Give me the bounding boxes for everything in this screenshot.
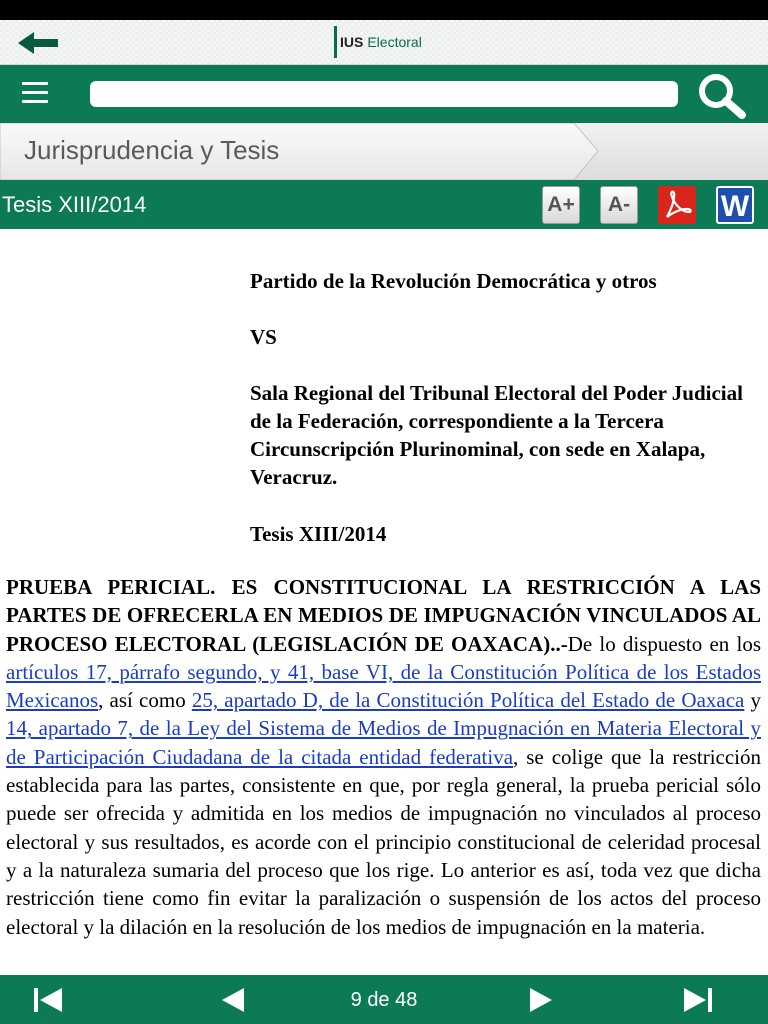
word-icon-label: W <box>720 190 750 222</box>
app-header <box>0 20 768 65</box>
last-page-icon <box>682 985 714 1015</box>
word-icon <box>718 188 752 222</box>
body-text-3: y <box>744 688 762 713</box>
logo-ius: IUS <box>340 34 364 50</box>
page-current: 9 <box>350 989 362 1011</box>
body-text-1: De lo dispuesto en los <box>567 631 761 656</box>
logo-bar <box>334 26 337 58</box>
font-increase-button[interactable]: A+ <box>542 186 580 224</box>
pager-bar <box>0 975 768 1024</box>
search-icon <box>694 71 750 119</box>
search-bar <box>0 65 768 123</box>
body-text-4: , se colige que la restricción establecida para las partes, consistente en que, por regla general, la prueba pericial sólo puede ser ofrecida y admitida en los medios de impugnación no vinculados al proceso electoral y sus resultados, es acorde con el principio constitucional de celeridad procesal y a la naturaleza sumaria del proceso que los rige. Lo anterior es así, toda vez que dicha restricción tiene como fin evitar la paralización o suspensión de los actos del proceso electoral y la dilación en la resolución de los medios de impugnación en la materia. <box>6 744 762 939</box>
pdf-button[interactable] <box>658 186 696 224</box>
link-ley-medios[interactable]: 14, apartado 7, de la Ley del Sistema de Medios de Impugnación en Materia Electoral y de Participación Ciudadana de la citada entidad federativa <box>6 716 761 769</box>
page-total: 48 <box>395 989 418 1011</box>
page-counter <box>0 989 768 1012</box>
back-button[interactable] <box>14 28 64 58</box>
status-bar <box>0 0 768 20</box>
link-constitucion-oaxaca[interactable]: 25, apartado D, de la Constitución Política del Estado de Oaxaca <box>191 688 745 713</box>
search-button[interactable] <box>694 71 750 119</box>
pdf-icon <box>658 186 696 224</box>
next-page-icon <box>526 985 558 1015</box>
tesis-label: Tesis XIII/2014 <box>2 192 147 217</box>
font-decrease-button[interactable]: A- <box>600 186 638 224</box>
tesis-id: Tesis XIII/2014 <box>250 522 387 546</box>
page-separator: de <box>367 989 390 1011</box>
menu-icon[interactable] <box>22 82 48 106</box>
word-button[interactable] <box>716 186 754 224</box>
search-input[interactable] <box>90 81 678 107</box>
next-page-button[interactable] <box>526 985 558 1015</box>
app-logo <box>334 26 422 58</box>
section-title: Jurisprudencia y Tesis <box>24 135 280 165</box>
document-content[interactable] <box>0 229 768 975</box>
party-line-1: Partido de la Revolución Democrática y otros <box>250 269 657 293</box>
document-toolbar <box>0 180 768 229</box>
party-vs: VS <box>250 325 277 349</box>
link-constitucion-federal[interactable]: artículos 17, párrafo segundo, y 41, base VI, de la Constitución Política de los Estados Mexicanos <box>6 659 761 713</box>
logo-electoral: Electoral <box>367 34 422 50</box>
body-text-2: , así como <box>98 688 192 713</box>
tesis-body <box>6 573 761 941</box>
last-page-button[interactable] <box>682 985 714 1015</box>
party-line-2: Sala Regional del Tribunal Electoral del Poder Judicial de la Federación, correspondiente a la Tercera Circunscripción Plurinominal, con sede en Xalapa, Veracruz. <box>250 381 743 489</box>
section-band <box>0 123 768 180</box>
tesis-heading: PRUEBA PERICIAL. ES CONSTITUCIONAL LA RESTRICCIÓN A LAS PARTES DE OFRECERLA EN MEDIOS DE IMPUGNACIÓN VINCULADOS AL PROCESO ELECTORAL (LEGISLACIÓN DE OAXACA)..- <box>6 575 761 656</box>
back-arrow-icon <box>14 28 64 58</box>
